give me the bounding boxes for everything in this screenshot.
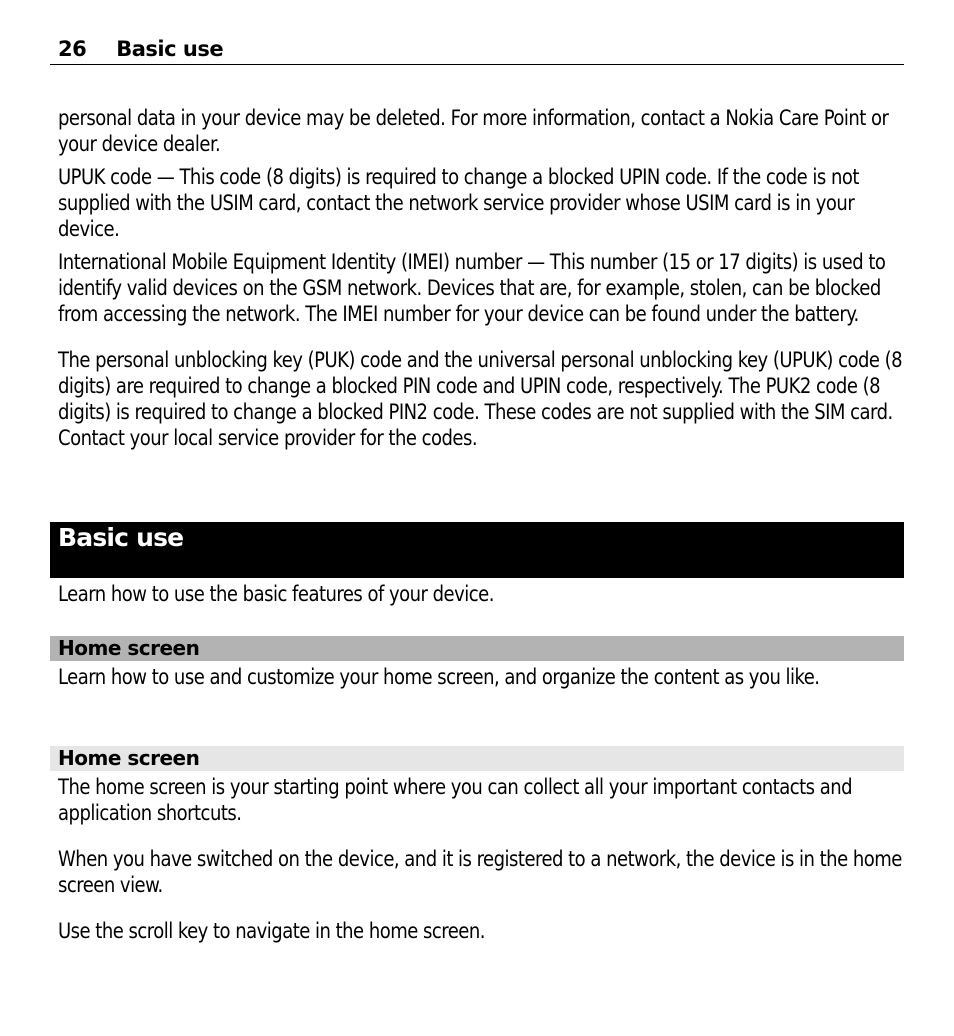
header-rule — [50, 64, 904, 65]
page-number: 26 — [58, 37, 87, 61]
paragraph-starting-point: The home screen is your starting point where you can collect all your important contacts and application shortcuts. — [58, 775, 853, 826]
subheading-home-screen-2: Home screen — [58, 746, 200, 770]
paragraph-scroll-key: Use the scroll key to navigate in the home screen. — [58, 919, 485, 944]
running-header — [58, 36, 223, 62]
paragraph-personal-data: personal data in your device may be deleted. For more information, contact a Nokia Care Point or your device dealer. — [58, 106, 889, 157]
paragraph-upuk-code: UPUK code — This code (8 digits) is required to change a blocked UPIN code. If the code is not supplied with the USIM card, contact the network service provider whose USIM card is in your device. — [58, 165, 859, 242]
paragraph-imei-number: International Mobile Equipment Identity (IMEI) number — This number (15 or 17 digits) is used to identify valid devices on the GSM network. Devices that are, for example, stolen, can be blocked from accessing the network. The IMEI number for your device can be found under the battery. — [58, 250, 886, 327]
intro-text — [58, 106, 904, 452]
running-header-section: Basic use — [116, 37, 224, 61]
section-title-bar — [50, 522, 904, 578]
subheading-bar-home-screen-1 — [50, 636, 904, 661]
paragraph-home-screen-view: When you have switched on the device, and it is registered to a network, the device is in the home screen view. — [58, 847, 902, 898]
paragraph-puk-codes: The personal unblocking key (PUK) code and the universal personal unblocking key (UPUK) code (8 digits) are required to change a blocked PIN code and UPIN code, respectively. The PUK2 code (8 digits) is required to change a blocked PIN2 code. These codes are not supplied with the SIM card. Contact your local service provider for the codes. — [58, 348, 903, 451]
section-title: Basic use — [58, 523, 184, 552]
home-screen-intro: Learn how to use and customize your home screen, and organize the content as you like. — [58, 665, 820, 690]
subheading-bar-home-screen-2 — [50, 746, 904, 771]
section-intro: Learn how to use the basic features of your device. — [58, 582, 494, 607]
subheading-home-screen-1: Home screen — [58, 636, 200, 660]
